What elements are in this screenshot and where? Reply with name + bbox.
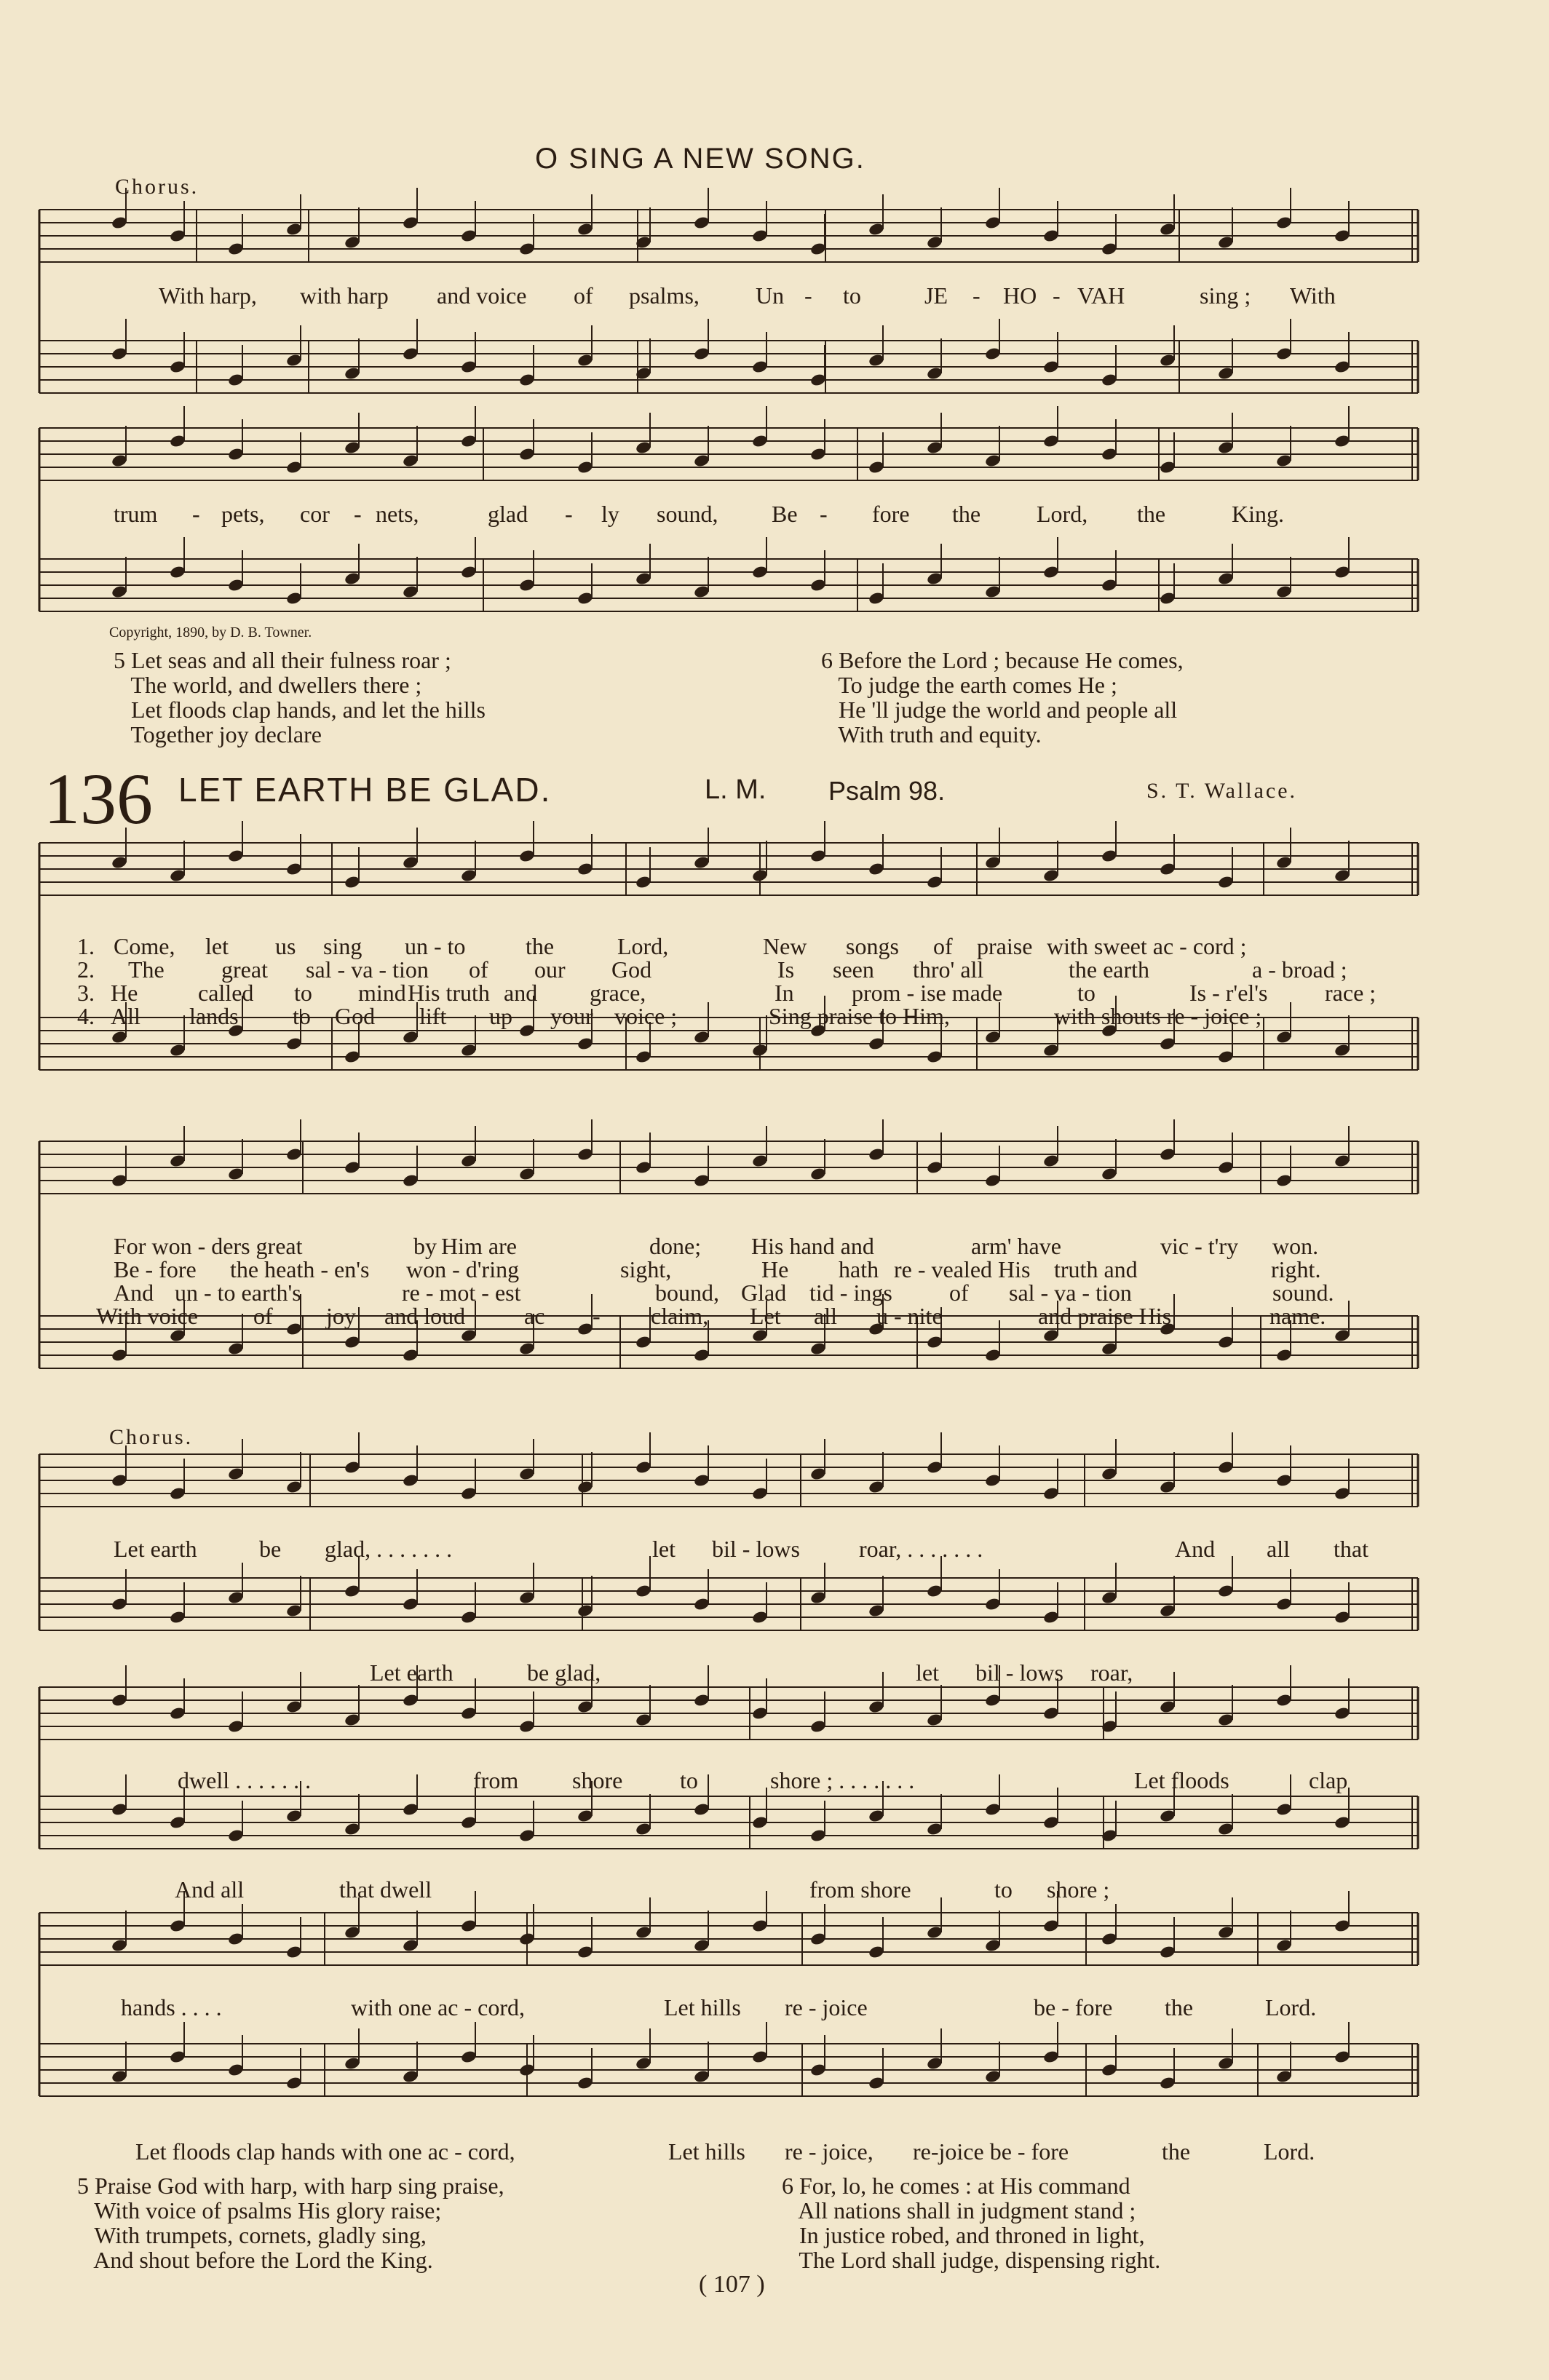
psalm-reference: Psalm 98.	[828, 776, 946, 806]
hymn-number: 136	[44, 758, 153, 839]
song-title: O SING A NEW SONG.	[535, 143, 865, 175]
meter: L. M.	[705, 774, 766, 805]
chorus-label: Chorus.	[115, 175, 199, 199]
verse-6: 6 Before the Lord ; because He comes, To judge the earth comes He ; He 'll judge the world and people all With truth and equity.	[821, 647, 1184, 747]
verse-6: 6 For, lo, he comes : at His command All nations shall in judgment stand ; In justice robed, and throned in light, The Lord shall judge, dispensing right.	[782, 2173, 1161, 2273]
song-title: LET EARTH BE GLAD.	[178, 771, 552, 809]
author: S. T. Wallace.	[1146, 779, 1298, 803]
chorus-label: Chorus.	[109, 1425, 194, 1449]
copyright-notice: Copyright, 1890, by D. B. Towner.	[109, 624, 312, 640]
verse-5: 5 Let seas and all their fulness roar ; The world, and dwellers there ; Let floods clap hands, and let the hills Together joy declare	[114, 647, 486, 747]
page-number: ( 107 )	[699, 2271, 765, 2298]
verse-5: 5 Praise God with harp, with harp sing praise, With voice of psalms His glory raise; With trumpets, cornets, gladly sing, And shout before the Lord the King.	[77, 2173, 504, 2273]
